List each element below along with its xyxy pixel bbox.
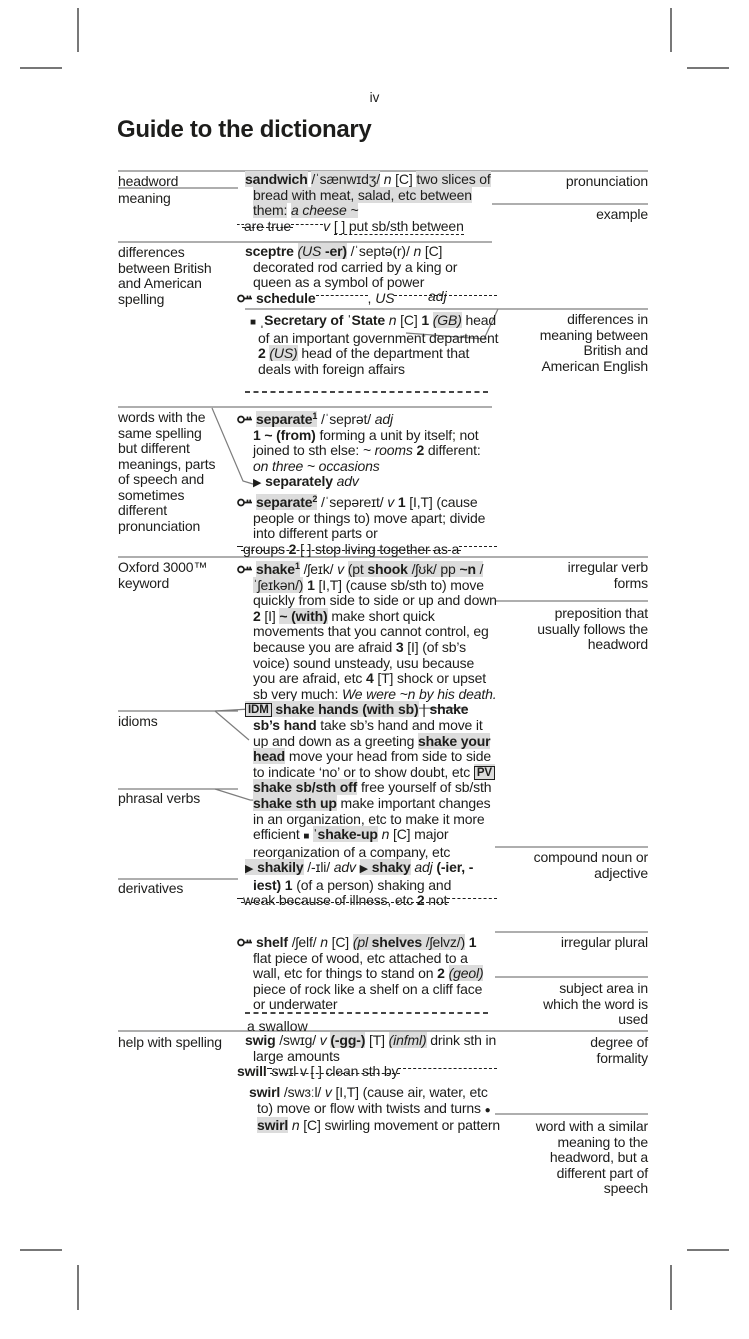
- label-diff-spelling: differences between British and American spelling: [118, 244, 212, 307]
- pipe-separator: |: [422, 701, 426, 718]
- compound-square-mark: ■: [250, 317, 256, 328]
- sense-bullet: ●: [484, 1104, 491, 1116]
- label-similar-word: word with a similar meaning to the headword, but a different part of speech: [535, 1118, 648, 1196]
- elided-text: groups 2 [ ] stop living together as a: [237, 542, 497, 558]
- label-meaning: meaning: [118, 190, 171, 206]
- label-example: example: [596, 206, 648, 222]
- derivative-arrow: ▶: [359, 863, 368, 876]
- entry-schedule-elided: schedule , US: [237, 291, 497, 307]
- idiom-box-label: IDM: [245, 703, 272, 717]
- label-oxford-keyword: Oxford 3000™ keyword: [118, 559, 208, 591]
- idioms-section: IDM shake hands (with sb) | shake sb’s hand take sb’s hand and move it up and down as a greeting shake your head move your head from side to side to indicate ‘no’ or to show doubt, etc PV shake sb/sth off free yourself of sb/sth shake sth up make important changes in an organization, etc to make it more efficient ■ ˈshake-up n [C] major reorganization of a company, etc: [245, 702, 497, 860]
- entry-swill-elided: swill swɪl v [ ] clean sth by: [237, 1064, 497, 1080]
- page-number: iv: [369, 90, 380, 105]
- entry-swirl: swirl /swɜːl/ v [I,T] (cause air, water, etc to) move or flow with twists and turns ● swirl n [C] swirling movement or pattern: [249, 1084, 501, 1134]
- compound-square-mark: ■: [303, 831, 310, 843]
- oxford-key-icon: [245, 562, 253, 578]
- entry-shake: shake$^1$ /ʃeɪk/ v (pt shook /ʃʊk/ pp ~n /ˈʃeɪkən/) 1 [I,T] (cause sb/sth to) move quickly from side to side or up and down 2 [I] ~ (with) make short quick movements that you cannot control, eg because you are afraid 3 [I] (of sb’s voice) sound unsteady, usu because you are afraid, etc 4 [T] shock or upset sb very much: We were ~n by his death. IDM shake hands (with sb) | shake sb’s hand take sb’s hand and move it up and down as a greeting shake your head move your head from side to side to indicate ‘no’ or to show doubt, etc PV shake sb/sth off free yourself of sb/sth shake sth up make important changes in an organization, etc to make it more efficient ■ ˈshake-up n [C] major reorganization of a company, etc ▶ shakily /-ɪli/ adv ▶ shaky adj (-ier, -iest) 1 (of a person) shaking and weak because of illness, etc 2 not: [245, 559, 497, 909]
- derivative-arrow: ▶: [245, 863, 254, 876]
- label-diff-meaning: differences in meaning between British and American English: [539, 311, 648, 374]
- entry-swig: swig /swɪg/ v (-gg-) [T] (infml) drink sth in large amounts swill swɪl v [ ] clean sth by: [237, 1032, 497, 1080]
- entry-shelf: shelf /ʃelf/ n [C] (pl shelves /ʃelvz/) 1 flat piece of wood, etc attached to a wall, etc for things to stand on 2 (geol) piece of rock like a shelf on a cliff face or underwater: [245, 935, 497, 1013]
- label-subject-area: subject area in which the word is used: [543, 980, 648, 1027]
- oxford-key-icon: [245, 495, 253, 511]
- derivatives-section: ▶ shakily /-ɪli/ adv ▶ shaky adj (-ier, -iest) 1 (of a person) shaking and: [245, 859, 474, 893]
- elided-text: are true v [ ] put sb/sth between: [237, 219, 497, 236]
- label-derivatives: derivatives: [118, 880, 184, 896]
- label-phrasal-verbs: phrasal verbs: [118, 790, 201, 806]
- label-irregular-plural: irregular plural: [560, 934, 648, 950]
- entry-separate: separate$^1$ /ˈseprət/ adj 1 ~ (from) forming a unit by itself; not joined to sth else: ~ rooms 2 different: on three ~ occasions ▶ separately adv separate$^2$ /ˈsepəreɪt/ v 1 [I,T] (cause people or things to) move apart; divide into different parts or groups 2 [ ] stop living together as a: [245, 409, 497, 557]
- label-same-spelling: words with the same spelling but different meanings, parts of speech and sometimes different pronunciation: [118, 409, 216, 534]
- page-title: Guide to the dictionary: [117, 116, 372, 143]
- oxford-key-icon: [245, 935, 253, 951]
- oxford-key-icon: [237, 291, 253, 307]
- clipped-fragment-adj: adj: [428, 288, 447, 304]
- label-help-spelling: help with spelling: [118, 1034, 222, 1050]
- elided-text: weak because of illness, etc 2 not: [237, 893, 497, 909]
- label-pronunciation: pronunciation: [565, 173, 648, 189]
- phrasal-verb-box-label: PV: [474, 766, 495, 780]
- clipped-fragment-swallow: a swallow: [247, 1018, 308, 1034]
- label-preposition: preposition that usually follows the headword: [537, 605, 648, 652]
- label-headword: headword: [118, 173, 179, 189]
- entry-secretary-of-state: ■ ˌSecretary of ˈState n [C] 1 (GB) head of an important government department 2 (US) head of the department that deals with foreign affairs: [250, 312, 499, 377]
- entry-sandwich: sandwich /ˈsænwɪdʒ/ n [C] two slices of bread with meat, salad, etc between them: a cheese ~ are true v [ ] put sb/sth between: [245, 172, 497, 235]
- entry-sceptre: sceptre (US -er) /ˈseptə(r)/ n [C] decorated rod carried by a king or queen as a symbol of power schedule , US: [245, 244, 497, 306]
- label-compound: compound noun or adjective: [533, 849, 648, 881]
- label-formality: degree of formality: [590, 1034, 648, 1066]
- label-idioms: idioms: [118, 713, 158, 729]
- label-irregular-verb: irregular verb forms: [567, 559, 648, 591]
- oxford-key-icon: [245, 412, 253, 428]
- derivative-arrow: ▶: [253, 477, 262, 490]
